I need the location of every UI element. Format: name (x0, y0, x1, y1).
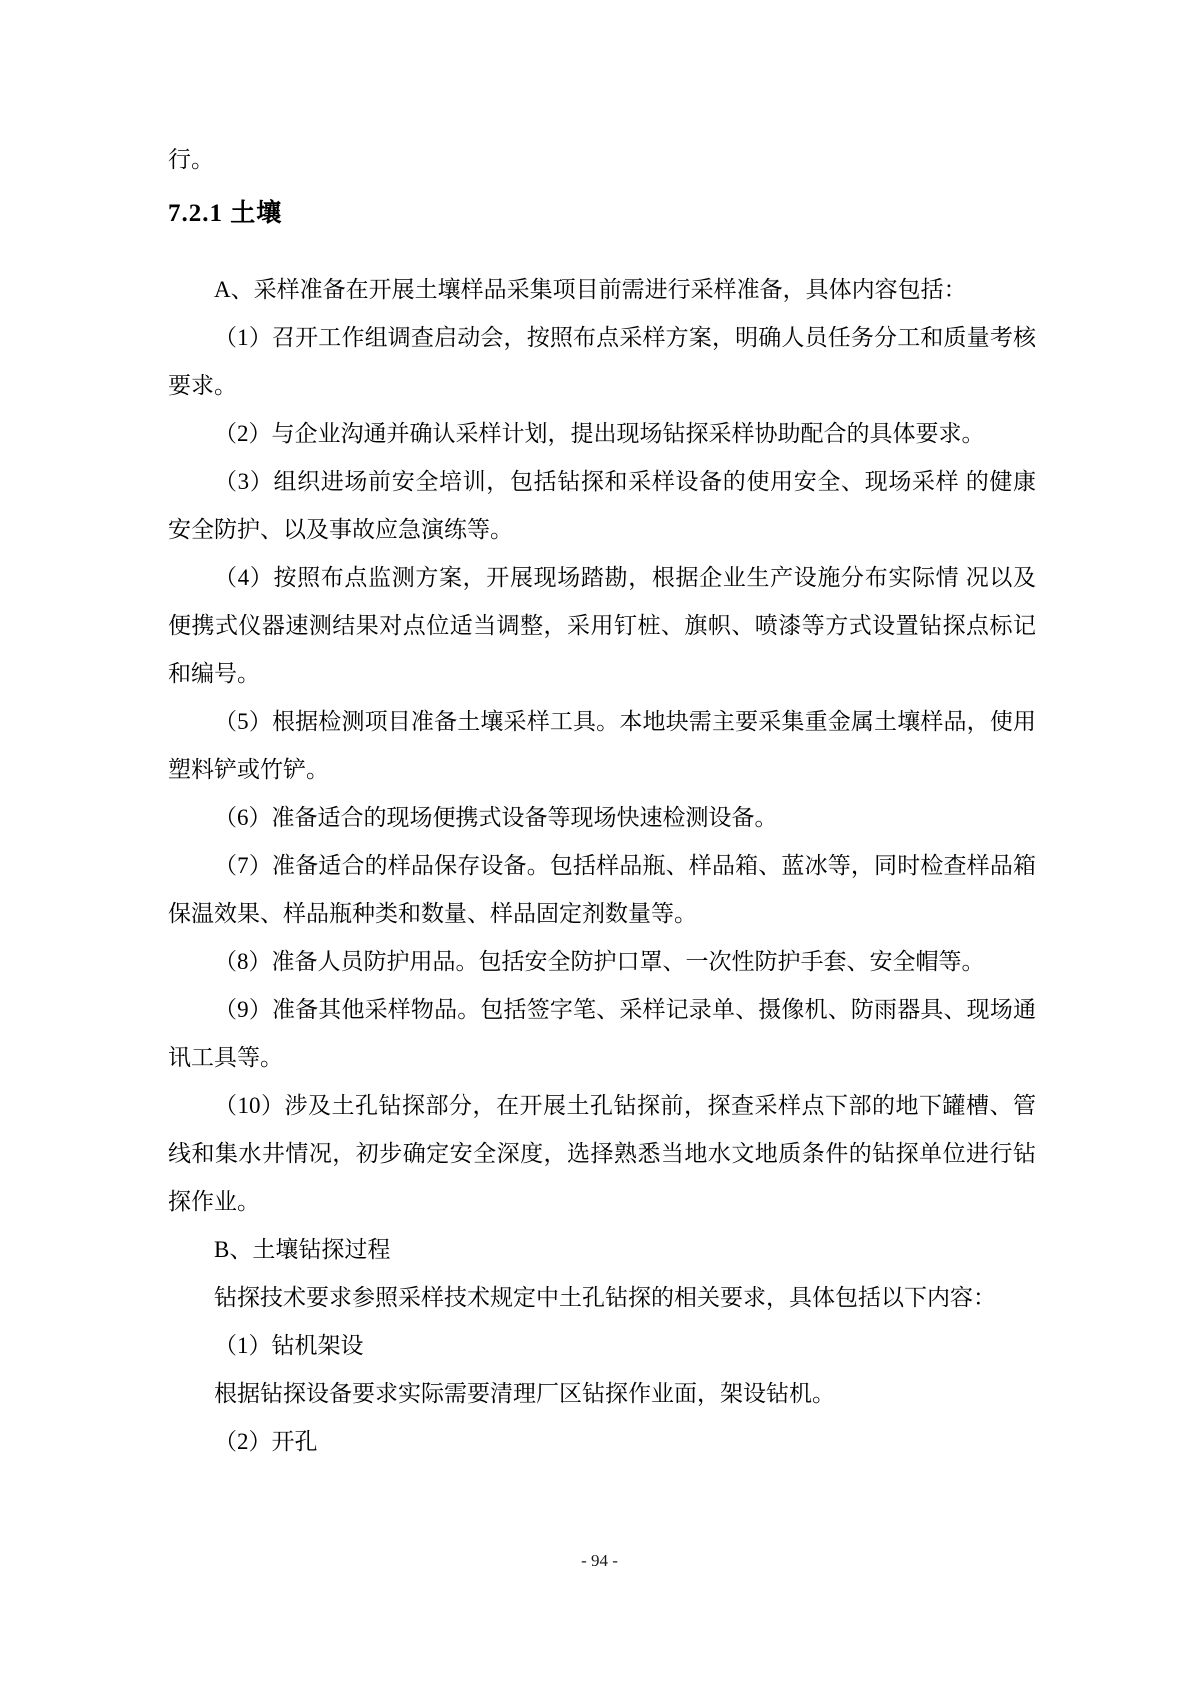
body-paragraph: （4）按照布点监测方案，开展现场踏勘，根据企业生产设施分布实际情 况以及便携式仪器速测结果对点位适当调整，采用钉桩、旗帜、喷漆等方式设置钻探点标记和编号。 (168, 565, 1036, 686)
body-paragraph: （7）准备适合的样品保存设备。包括样品瓶、样品箱、蓝冰等，同时检查样品箱保温效果、样品瓶种类和数量、样品固定剂数量等。 (168, 853, 1036, 926)
body-paragraph: （1）召开工作组调查启动会，按照布点采样方案，明确人员任务分工和质量考核要求。 (168, 325, 1036, 398)
body-paragraph: A、采样准备在开展土壤样品采集项目前需进行采样准备，具体内容包括： (214, 277, 967, 302)
page-number: - 94 - (581, 1551, 618, 1570)
body-paragraph: （2）与企业沟通并确认采样计划，提出现场钻探采样协助配合的具体要求。 (214, 421, 985, 446)
body-paragraph: （1）钻机架设 (214, 1333, 364, 1358)
body-paragraph: （6）准备适合的现场便携式设备等现场快速检测设备。 (214, 805, 778, 830)
body-paragraph: （9）准备其他采样物品。包括签字笔、采样记录单、摄像机、防雨器具、现场通讯工具等。 (168, 997, 1036, 1070)
body-paragraph: （2）开孔 (214, 1429, 318, 1454)
body-paragraph: （10）涉及土孔钻探部分，在开展土孔钻探前，探查采样点下部的地下罐槽、管线和集水井情况，初步确定安全深度，选择熟悉当地水文地质条件的钻探单位进行钻探作业。 (168, 1093, 1036, 1214)
page-body (168, 136, 1036, 1466)
body-paragraph: （8）准备人员防护用品。包括安全防护口罩、一次性防护手套、安全帽等。 (214, 949, 985, 974)
body-paragraph: （3）组织进场前安全培训，包括钻探和采样设备的使用安全、现场采样 的健康安全防护、以及事故应急演练等。 (168, 469, 1036, 542)
body-paragraph-section-b: B、土壤钻探过程 (214, 1237, 391, 1262)
body-paragraph: （5）根据检测项目准备土壤采样工具。本地块需主要采集重金属土壤样品，使用塑料铲或竹铲。 (168, 709, 1036, 782)
section-heading: 7.2.1 土壤 (168, 200, 283, 227)
body-paragraph: 钻探技术要求参照采样技术规定中土孔钻探的相关要求，具体包括以下内容： (214, 1285, 996, 1310)
continuation-line: 行。 (168, 147, 214, 172)
body-paragraph: 根据钻探设备要求实际需要清理厂区钻探作业面，架设钻机。 (214, 1381, 835, 1406)
